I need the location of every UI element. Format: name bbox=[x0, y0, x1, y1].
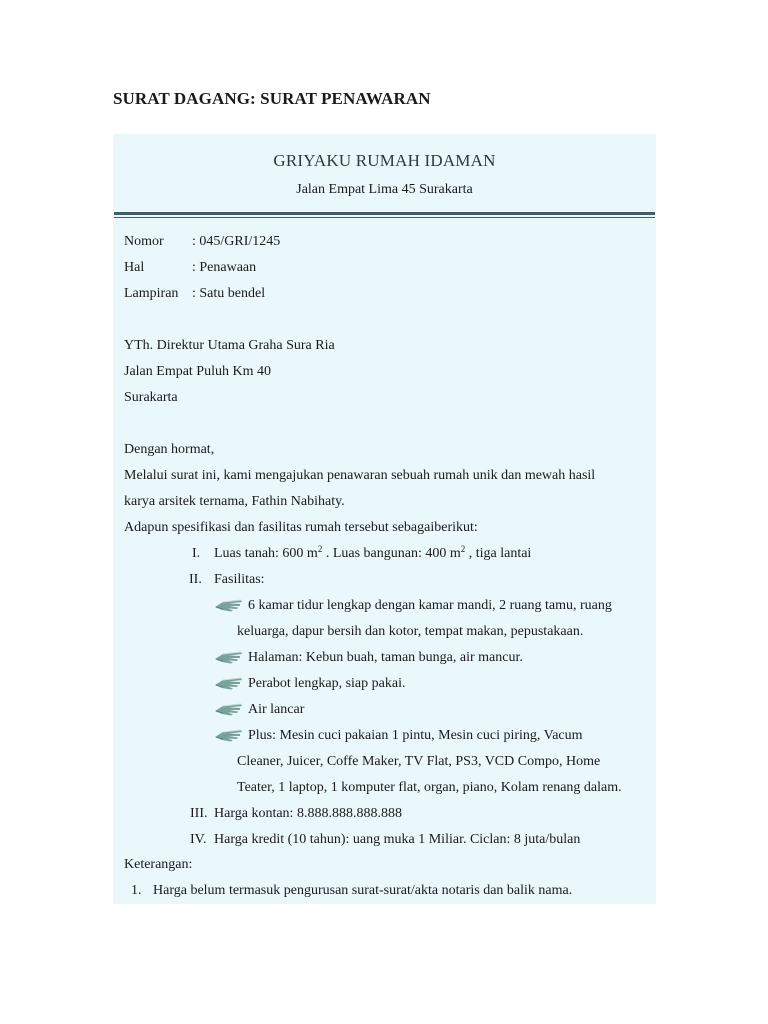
spec-number: III. bbox=[190, 806, 208, 821]
body-line: Adapun spesifikasi dan fasilitas rumah tersebut sebagaiberikut: bbox=[124, 520, 478, 535]
meta-value: : Penawaan bbox=[192, 260, 257, 275]
page-title: SURAT DAGANG: SURAT PENAWARAN bbox=[113, 89, 431, 108]
facility-line: Halaman: Kebun buah, taman bunga, air mancur. bbox=[248, 650, 523, 665]
notes-label: Keterangan: bbox=[124, 857, 193, 872]
facility-line: Cleaner, Juicer, Coffe Maker, TV Flat, PS3, VCD Compo, Home bbox=[237, 754, 601, 769]
pointing-hand-icon bbox=[214, 676, 244, 690]
facility-line: Teater, 1 laptop, 1 komputer flat, organ, piano, Kolam renang dalam. bbox=[237, 780, 622, 795]
spec-item-land-area bbox=[214, 545, 531, 563]
spec-number: I. bbox=[192, 546, 201, 561]
note-number: 1. bbox=[131, 883, 142, 898]
spec-text: . Luas bangunan: 400 m bbox=[322, 546, 461, 561]
letter-box bbox=[113, 134, 656, 904]
recipient-line: Jalan Empat Puluh Km 40 bbox=[124, 364, 271, 379]
spec-number: IV. bbox=[190, 832, 207, 847]
facility-line: keluarga, dapur bersih dan kotor, tempat makan, pepustakaan. bbox=[237, 624, 584, 639]
spec-item-facilities: Fasilitas: bbox=[214, 572, 265, 587]
facility-line: 6 kamar tidur lengkap dengan kamar mandi, 2 ruang tamu, ruang bbox=[248, 598, 612, 613]
company-address: Jalan Empat Lima 45 Surakarta bbox=[296, 182, 473, 197]
pointing-hand-icon bbox=[214, 728, 244, 742]
meta-value: : Satu bendel bbox=[192, 286, 266, 301]
spec-item-credit-price: Harga kredit (10 tahun): uang muka 1 Miliar. Ciclan: 8 juta/bulan bbox=[214, 832, 581, 847]
pointing-hand-icon bbox=[214, 598, 244, 612]
body-line: Melalui surat ini, kami mengajukan penawaran sebuah rumah unik dan mewah hasil bbox=[124, 468, 596, 483]
meta-label: Nomor bbox=[124, 234, 164, 249]
superscript: 2 bbox=[317, 544, 323, 554]
recipient-line: YTh. Direktur Utama Graha Sura Ria bbox=[124, 338, 335, 353]
meta-value: : 045/GRI/1245 bbox=[192, 234, 281, 249]
facility-line: Air lancar bbox=[248, 702, 305, 717]
superscript: 2 bbox=[460, 544, 466, 554]
meta-label: Lampiran bbox=[124, 286, 179, 301]
spec-text: , tiga lantai bbox=[465, 546, 532, 561]
recipient-line: Surakarta bbox=[124, 390, 178, 405]
facility-line: Plus: Mesin cuci pakaian 1 pintu, Mesin cuci piring, Vacum bbox=[248, 728, 583, 743]
spec-item-cash-price: Harga kontan: 8.888.888.888.888 bbox=[214, 806, 402, 821]
meta-label: Hal bbox=[124, 260, 145, 275]
letterhead-rule-thick bbox=[114, 212, 655, 215]
body-line: karya arsitek ternama, Fathin Nabihaty. bbox=[124, 494, 345, 509]
facility-line: Perabot lengkap, siap pakai. bbox=[248, 676, 406, 691]
note-item: Harga belum termasuk pengurusan surat-surat/akta notaris dan balik nama. bbox=[153, 883, 573, 898]
greeting: Dengan hormat, bbox=[124, 442, 215, 457]
spec-number: II. bbox=[189, 572, 202, 587]
pointing-hand-icon bbox=[214, 702, 244, 716]
letterhead-rule-thin bbox=[114, 217, 655, 218]
spec-text: Luas tanah: 600 m bbox=[214, 546, 318, 561]
pointing-hand-icon bbox=[214, 650, 244, 664]
company-name: GRIYAKU RUMAH IDAMAN bbox=[273, 151, 496, 170]
